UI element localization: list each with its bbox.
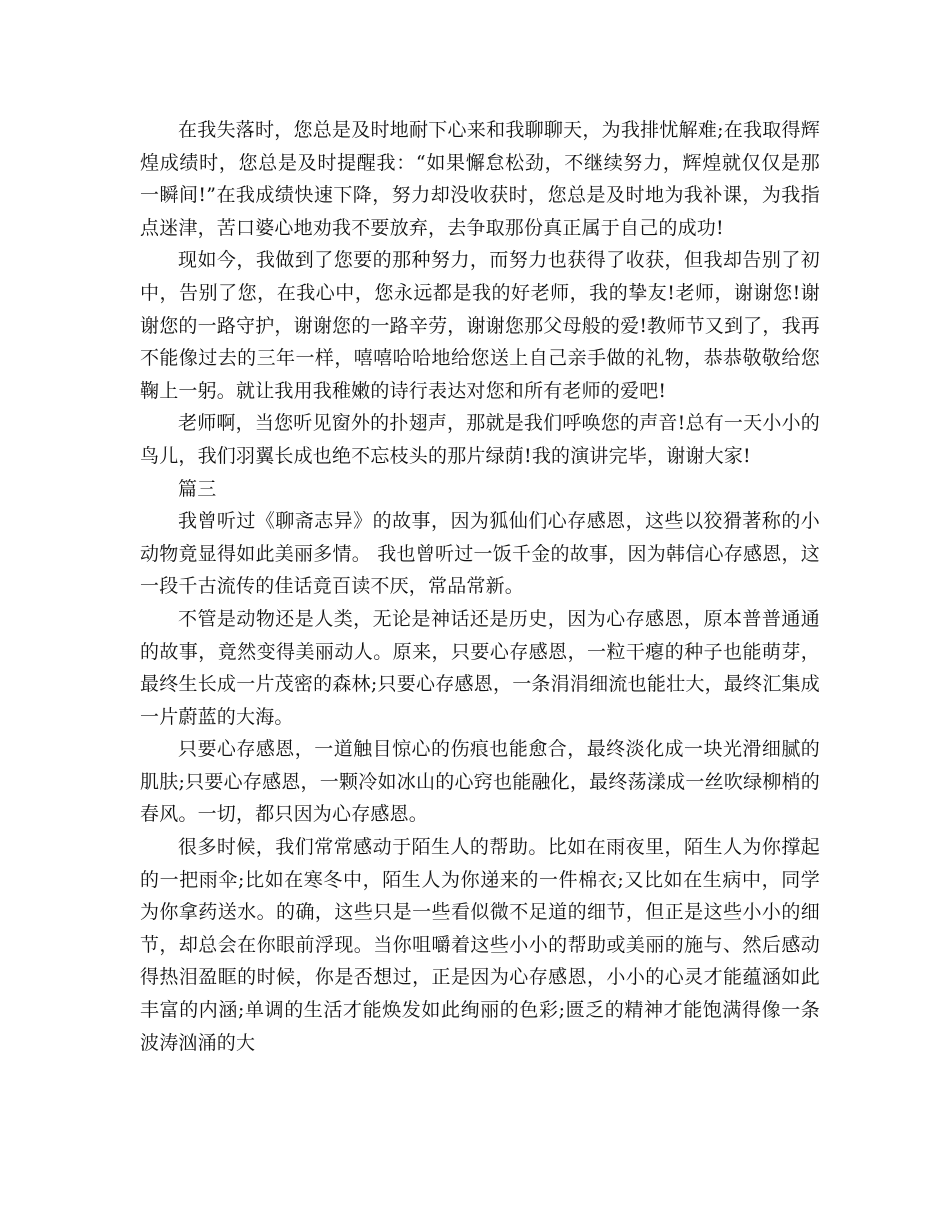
paragraph: 老师啊，当您听见窗外的扑翅声，那就是我们呼唤您的声音!总有一天小小的鸟儿，我们羽翼长成也绝不忘枝头的那片绿荫!我的演讲完毕，谢谢大家! xyxy=(140,412,820,467)
document-body xyxy=(140,114,820,1059)
paragraph: 不管是动物还是人类，无论是神话还是历史，因为心存感恩，原本普普通通的故事，竟然变得美丽动人。原来，只要心存感恩，一粒干瘪的种子也能萌芽，最终生长成一片茂密的森林;只要心存感恩，一条涓涓细流也能壮大，最终汇集成一片蔚蓝的大海。 xyxy=(140,607,820,728)
paragraph: 我曾听过《聊斋志异》的故事，因为狐仙们心存感恩，这些以狡猾著称的小动物竟显得如此美丽多情。 我也曾听过一饭千金的故事，因为韩信心存感恩，这一段千古流传的佳话竟百读不厌，常品常新。 xyxy=(140,510,820,598)
paragraph: 在我失落时，您总是及时地耐下心来和我聊聊天，为我排忧解难;在我取得辉煌成绩时，您总是及时提醒我：“如果懈怠松劲，不继续努力，辉煌就仅仅是那一瞬间!”在我成绩快速下降，努力却没收获时，您总是及时地为我补课，为我指点迷津，苦口婆心地劝我不要放弃，去争取那份真正属于自己的成功! xyxy=(140,119,820,239)
section-heading: 篇三 xyxy=(178,477,217,500)
paragraph: 只要心存感恩，一道触目惊心的伤痕也能愈合，最终淡化成一块光滑细腻的肌肤;只要心存感恩，一颗冷如冰山的心窍也能融化，最终荡漾成一丝吹绿柳梢的春风。一切，都只因为心存感恩。 xyxy=(140,738,820,826)
paragraph: 现如今，我做到了您要的那种努力，而努力也获得了收获，但我却告别了初中，告别了您，在我心中，您永远都是我的好老师，我的挚友!老师，谢谢您!谢谢您的一路守护，谢谢您的一路辛劳，谢谢您那父母般的爱!教师节又到了，我再不能像过去的三年一样，嘻嘻哈哈地给您送上自己亲手做的礼物，恭恭敬敬给您鞠上一躬。就让我用我稚嫩的诗行表达对您和所有老师的爱吧! xyxy=(140,249,820,402)
paragraph: 很多时候，我们常常感动于陌生人的帮助。比如在雨夜里，陌生人为你撑起的一把雨伞;比如在寒冬中，陌生人为你递来的一件棉衣;又比如在生病中，同学为你拿药送水。的确，这些只是一些看似微不足道的细节，但正是这些小小的细节，却总会在你眼前浮现。当你咀嚼着这些小小的帮助或美丽的施与、然后感动得热泪盈眶的时候，你是否想过，正是因为心存感恩，小小的心灵才能蕴涵如此丰富的内涵;单调的生活才能焕发如此绚丽的色彩;匮乏的精神才能饱满得像一条波涛汹涌的大 xyxy=(140,836,820,1054)
